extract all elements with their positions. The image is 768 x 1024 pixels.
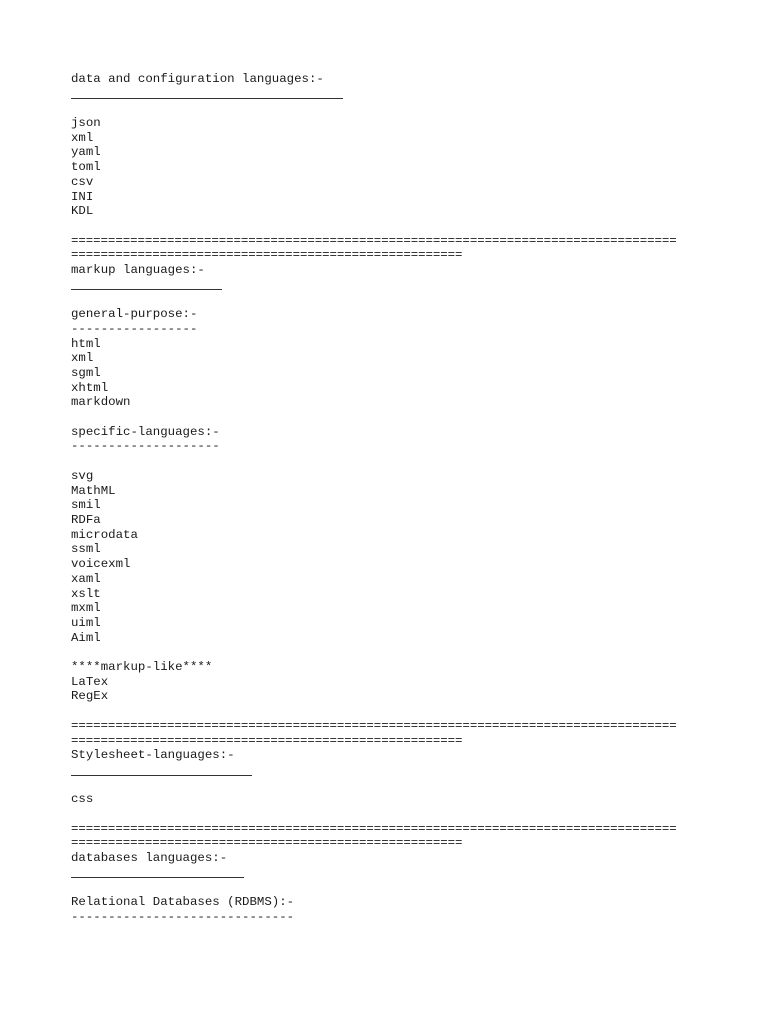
list-item: xslt <box>71 586 101 601</box>
heading-underline <box>71 278 711 293</box>
list-item: json <box>71 116 101 131</box>
list-item: xml <box>71 130 94 145</box>
list-item: RegEx <box>71 689 109 704</box>
subheading-markup-like: ****markup-like**** <box>71 660 213 674</box>
list-item: uiml <box>71 615 101 630</box>
separator-line: ================================================================================== <box>71 718 677 733</box>
list-item: LaTex <box>71 674 109 689</box>
list-item: svg <box>71 468 94 483</box>
section-heading-stylesheet: Stylesheet-languages:- <box>71 748 235 763</box>
list-item: xaml <box>71 571 101 586</box>
section-heading-markup: markup languages:- <box>71 263 205 278</box>
list-item: xhtml <box>71 380 109 395</box>
subheading-specific-languages: specific-languages:- <box>71 424 220 439</box>
list-item: MathML <box>71 483 116 498</box>
heading-underline <box>71 87 711 102</box>
list-item: INI <box>71 189 94 204</box>
list-item: markdown <box>71 395 131 410</box>
document <box>71 72 711 925</box>
list-item: yaml <box>71 145 101 160</box>
list-item: Aiml <box>71 630 101 645</box>
heading-underline <box>71 763 711 778</box>
list-item: microdata <box>71 527 138 542</box>
list-item: xml <box>71 351 94 366</box>
list-item: RDFa <box>71 512 101 527</box>
list-item: sgml <box>71 365 101 380</box>
dash-rule: -------------------- <box>71 439 220 454</box>
list-item: csv <box>71 174 94 189</box>
separator-line: ===================================================== <box>71 836 463 851</box>
dash-rule: ----------------- <box>71 321 198 336</box>
list-item: css <box>71 792 94 807</box>
separator-line: ===================================================== <box>71 733 463 748</box>
heading-underline <box>71 866 711 881</box>
list-item: KDL <box>71 204 94 219</box>
list-item: html <box>71 336 101 351</box>
list-item: voicexml <box>71 557 131 572</box>
subheading-rdbms: Relational Databases (RDBMS):- <box>71 895 295 910</box>
list-item: mxml <box>71 601 101 616</box>
dash-rule: ------------------------------ <box>71 909 295 924</box>
list-item: toml <box>71 160 101 175</box>
separator-line: ================================================================================== <box>71 233 677 248</box>
subheading-general-purpose: general-purpose:- <box>71 307 198 322</box>
section-heading-data-config: data and configuration languages:- <box>71 72 324 86</box>
list-item: smil <box>71 498 101 513</box>
separator-line: ===================================================== <box>71 248 463 263</box>
separator-line: ================================================================================== <box>71 821 677 836</box>
section-heading-databases: databases languages:- <box>71 851 228 866</box>
list-item: ssml <box>71 542 101 557</box>
